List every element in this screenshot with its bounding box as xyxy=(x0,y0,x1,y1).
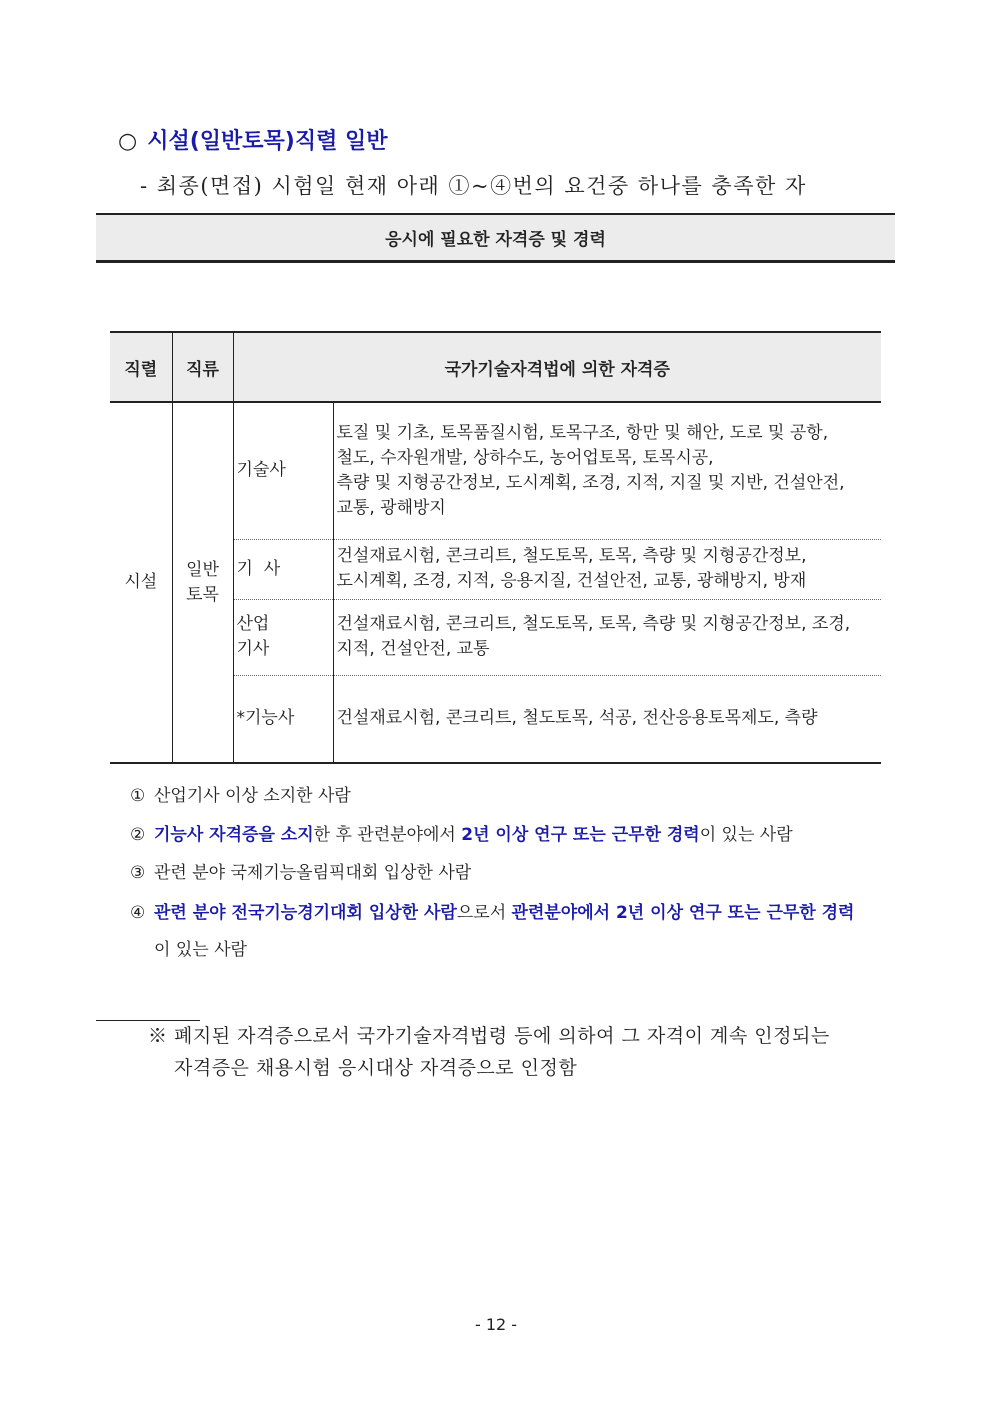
section-heading xyxy=(118,124,388,155)
footnote-line-1: ※ 폐지된 자격증으로서 국가기술자격법령 등에 의하여 그 자격이 계속 인정되는 xyxy=(148,1025,830,1047)
table-row xyxy=(110,402,881,539)
condition-2: ② 기능사 자격증을 소지한 후 관련분야에서 2년 이상 연구 또는 근무한 경력이 있는 사람 xyxy=(130,825,793,845)
cert-list-cell: 건설재료시험, 콘크리트, 철도토목, 토목, 측량 및 지형공간정보, 도시계획, 조경, 지적, 응용지질, 건설안전, 교통, 광해방지, 방재 xyxy=(333,539,881,599)
page-number: - 12 - xyxy=(474,1315,518,1334)
grade-cell: *기능사 xyxy=(233,675,333,763)
grade-cell: 산업 기사 xyxy=(233,599,333,675)
footnote-line-2: 자격증은 채용시험 응시대상 자격증으로 인정함 xyxy=(174,1057,578,1079)
cert-list-cell: 건설재료시험, 콘크리트, 철도토목, 토목, 측량 및 지형공간정보, 조경, 지적, 건설안전, 교통 xyxy=(333,599,881,675)
condition-4-continued: 이 있는 사람 xyxy=(154,940,247,960)
grade-cell: 기 사 xyxy=(233,539,333,599)
requirements-banner: 응시에 필요한 자격증 및 경력 xyxy=(96,213,895,263)
cert-list-cell: 토질 및 기초, 토목품질시험, 토목구조, 항만 및 해안, 도로 및 공항, 철도, 수자원개발, 상하수도, 농어업토목, 토목시공, 측량 및 지형공간정보, 도시계획, 조경, 지적, 지질 및 지반, 건설안전, 교통, 광해방지 xyxy=(333,402,881,539)
header-series: 직렬 xyxy=(110,332,172,402)
series-cell: 시설 xyxy=(110,402,172,763)
requirement-line: - 최종(면접) 시험일 현재 아래 ①~④번의 요건중 하나를 충족한 자 xyxy=(140,174,807,198)
header-cert: 국가기술자격법에 의한 자격증 xyxy=(233,332,881,402)
condition-3: ③ 관련 분야 국제기능올림픽대회 입상한 사람 xyxy=(130,863,472,883)
table-header-row xyxy=(110,332,881,402)
grade-cell: 기술사 xyxy=(233,402,333,539)
certificate-table xyxy=(110,331,881,764)
class-cell: 일반 토목 xyxy=(172,402,233,763)
bullet-circle: ○ xyxy=(118,129,138,154)
cert-list-cell: 건설재료시험, 콘크리트, 철도토목, 석공, 전산응용토목제도, 측량 xyxy=(333,675,881,763)
header-class: 직류 xyxy=(172,332,233,402)
condition-4: ④ 관련 분야 전국기능경기대회 입상한 사람으로서 관련분야에서 2년 이상 연구 또는 근무한 경력 xyxy=(130,903,855,923)
section-title: 시설(일반토목)직렬 일반 xyxy=(147,129,388,154)
condition-1: ① 산업기사 이상 소지한 사람 xyxy=(130,786,351,806)
footnote xyxy=(148,1020,830,1084)
